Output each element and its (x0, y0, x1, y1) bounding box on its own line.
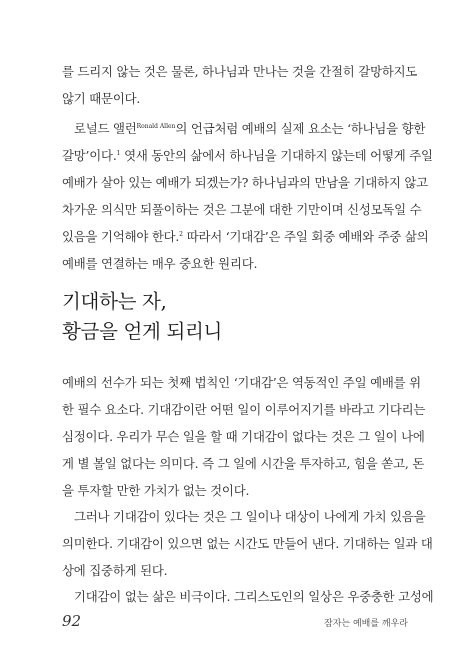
text-span: 의 언급처럼 예배의 실제 요소는 ‘하나님을 향한 (175, 121, 426, 136)
footnote-marker: 2 (179, 231, 183, 238)
body-text-line (62, 146, 433, 164)
footnote-marker: 1 (116, 150, 121, 157)
body-text-line: 기대감이 없는 삶은 비극이다. 그리스도인의 일상은 우중충한 고성에 (74, 589, 434, 604)
body-text-line: 예배의 선수가 되는 첫째 법칙인 ‘기대감’은 역동적인 주일 예배를 위 (62, 375, 421, 390)
text-span: 갈망’이다. (62, 148, 117, 163)
text-span: 엿새 동안의 삶에서 하나님을 기대하지 않는데 어떻게 주일 (120, 148, 433, 163)
body-text-line: 한 필수 요소다. 기대감이란 어떤 일이 이루어지기를 바라고 기다리는 (62, 402, 426, 417)
text-span: 로널드 앨런 (74, 121, 137, 136)
body-text-line (74, 119, 426, 137)
body-text-line: 그러나 기대감이 있다는 것은 그 일이나 대상이 나에게 가치 있음을 (74, 509, 426, 524)
body-text-line: 예배가 살아 있는 예배가 되겠는가? 하나님과의 만남을 기대하지 않고 (62, 175, 428, 190)
body-text-line: 을 투자할 만한 가치가 없는 것이다. (62, 483, 250, 498)
running-title: 잠자는 예배를 깨우라 (324, 619, 408, 629)
body-text-line: 상에 집중하게 된다. (62, 563, 168, 578)
body-text-line: 를 드리지 않는 것은 물론, 하나님과 만나는 것을 간절히 갈망하지도 (62, 64, 418, 79)
superscript-name: Ronald Allen (136, 123, 176, 130)
page-number: 92 (62, 612, 82, 630)
text-span: 있음을 기억해야 한다. (62, 229, 180, 244)
body-text-line: 차가운 의식만 되풀이하는 것은 그분에 대한 기만이며 신성모독일 수 (62, 202, 422, 217)
body-text-line: 심정이다. 우리가 무슨 일을 할 때 기대감이 없다는 것은 그 일이 나에 (62, 429, 425, 444)
section-heading: 황금을 얻게 되리니 (62, 320, 223, 343)
body-text-line (62, 227, 429, 245)
body-text-line: 게 별 볼일 없다는 의미다. 즉 그 일에 시간을 투자하고, 힘을 쏟고, 돈 (62, 456, 425, 471)
body-text-line: 의미한다. 기대감이 있으면 없는 시간도 만들어 낸다. 기대하는 일과 대 (62, 536, 433, 551)
section-heading: 기대하는 자, (62, 290, 167, 313)
text-span: 따라서 ‘기대감’은 주일 회중 예배와 주중 삶의 (182, 229, 429, 244)
body-text-line: 예배를 연결하는 매우 중요한 원리다. (62, 256, 258, 271)
body-text-line: 않기 때문이다. (62, 91, 141, 106)
